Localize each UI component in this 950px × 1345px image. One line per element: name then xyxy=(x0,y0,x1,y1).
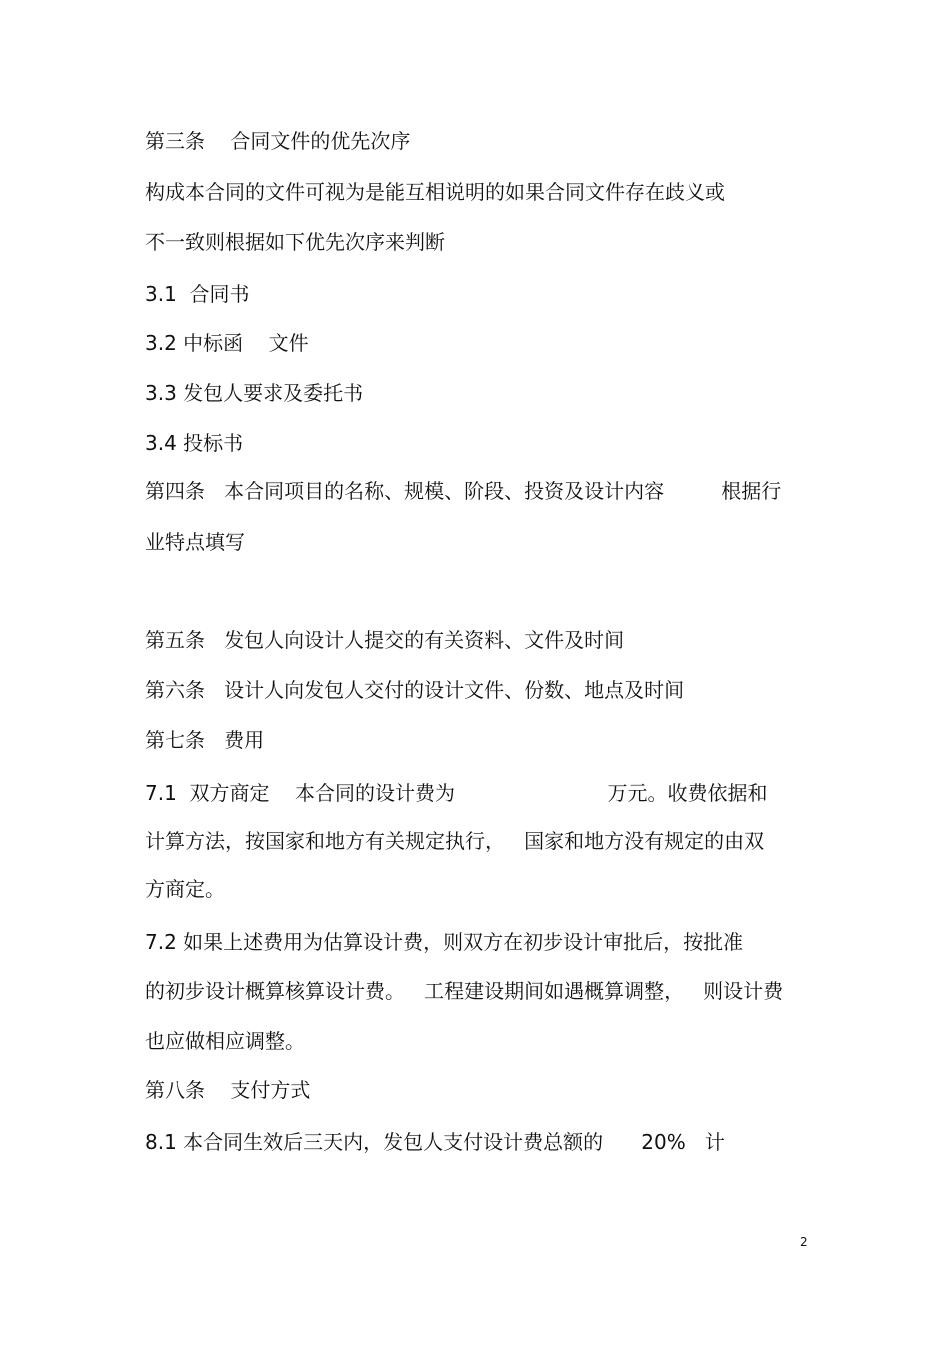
article-4-heading: 第四条 本合同项目的名称、规模、阶段、投资及设计内容 根据行 xyxy=(145,479,782,503)
paragraph-line: 的初步设计概算核算设计费。 工程建设期间如遇概算调整， 则设计费 xyxy=(145,979,784,1003)
article-3-heading: 第三条 合同文件的优先次序 xyxy=(145,129,411,153)
article-7-heading: 第七条 费用 xyxy=(145,728,265,752)
paragraph-line: 构成本合同的文件可视为是能互相说明的如果合同文件存在歧义或 xyxy=(145,180,725,204)
paragraph-line: 不一致则根据如下优先次序来判断 xyxy=(145,230,445,254)
article-5-heading: 第五条 发包人向设计人提交的有关资料、文件及时间 xyxy=(145,628,625,652)
paragraph-line: 业特点填写 xyxy=(145,530,245,554)
clause-3-3: 3.3 发包人要求及委托书 xyxy=(145,381,364,405)
page-number: 2 xyxy=(800,1235,808,1249)
paragraph-line: 方商定。 xyxy=(145,877,225,901)
clause-8-1: 8.1 本合同生效后三天内，发包人支付设计费总额的 20% 计 xyxy=(145,1130,725,1154)
clause-7-2: 7.2 如果上述费用为估算设计费，则双方在初步设计审批后，按批准 xyxy=(145,930,744,954)
paragraph-line: 也应做相应调整。 xyxy=(145,1029,305,1053)
clause-3-2: 3.2 中标函 文件 xyxy=(145,331,309,355)
article-6-heading: 第六条 设计人向发包人交付的设计文件、份数、地点及时间 xyxy=(145,678,685,702)
clause-3-4: 3.4 投标书 xyxy=(145,431,244,455)
clause-7-1: 7.1 双方商定 本合同的设计费为 万元。收费依据和 xyxy=(145,781,768,805)
paragraph-line: 计算方法，按国家和地方有关规定执行， 国家和地方没有规定的由双 xyxy=(145,829,765,853)
clause-3-1: 3.1 合同书 xyxy=(145,282,250,306)
article-8-heading: 第八条 支付方式 xyxy=(145,1078,311,1102)
